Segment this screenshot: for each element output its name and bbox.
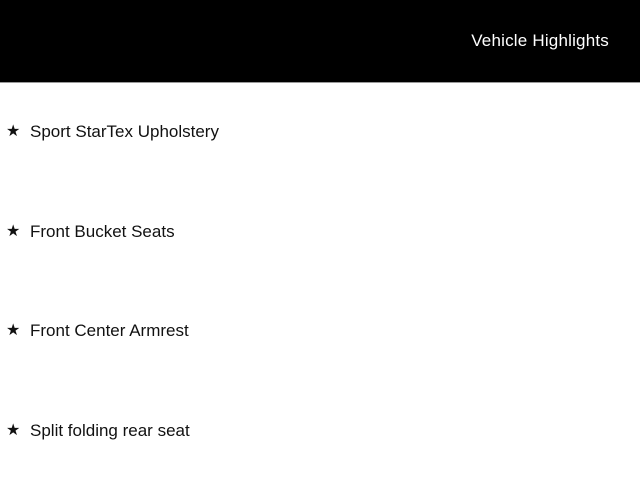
list-item-label: Split folding rear seat xyxy=(30,420,190,440)
star-icon: ★ xyxy=(6,322,21,339)
star-icon: ★ xyxy=(6,421,21,439)
list-item xyxy=(6,120,640,220)
list-item-label: Front Bucket Seats xyxy=(30,221,175,241)
header-bar xyxy=(0,0,640,83)
page-title: Vehicle Highlights xyxy=(471,31,609,50)
list-item-label: Sport StarTex Upholstery xyxy=(30,122,219,141)
list-item xyxy=(6,419,640,480)
highlights-list xyxy=(0,83,640,480)
list-item-label: Front Center Armrest xyxy=(30,321,189,340)
star-icon: ★ xyxy=(6,222,21,240)
star-icon: ★ xyxy=(6,123,21,140)
list-item xyxy=(6,319,640,419)
list-item xyxy=(6,220,640,320)
